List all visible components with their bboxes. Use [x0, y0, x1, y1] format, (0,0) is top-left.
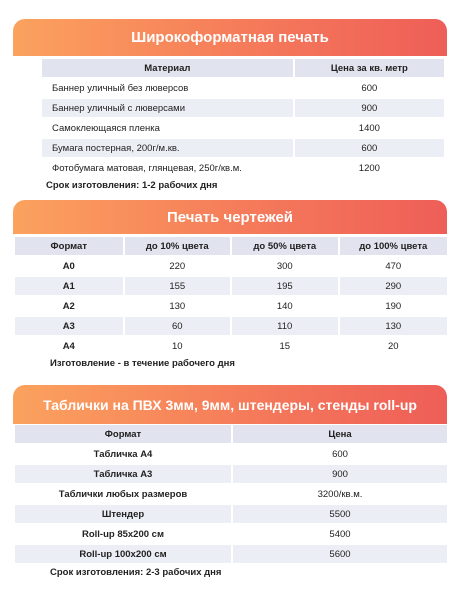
price-cell: 10 — [125, 337, 230, 355]
column-header: Формат — [15, 237, 123, 255]
format-cell: Таблички любых размеров — [15, 485, 231, 503]
price-cell: 600 — [295, 139, 444, 157]
column-header: Цена — [233, 425, 447, 443]
table-row — [42, 159, 444, 177]
price-cell: 130 — [340, 317, 448, 335]
price-cell: 5600 — [233, 545, 447, 563]
section-banner-wide-format — [13, 19, 447, 56]
table-row — [15, 257, 447, 275]
price-cell: 220 — [125, 257, 230, 275]
table-header-row — [15, 237, 447, 255]
format-cell: А2 — [15, 297, 123, 315]
format-cell: Штендер — [15, 505, 231, 523]
price-cell: 195 — [232, 277, 337, 295]
column-header: до 100% цвета — [340, 237, 448, 255]
table-row — [15, 525, 447, 543]
price-cell: 600 — [233, 445, 447, 463]
price-cell: 15 — [232, 337, 337, 355]
section-title: Таблички на ПВХ 3мм, 9мм, штендеры, стенды roll-up — [43, 396, 417, 413]
format-cell: А1 — [15, 277, 123, 295]
price-cell: 190 — [340, 297, 448, 315]
column-header: до 50% цвета — [232, 237, 337, 255]
format-cell: А0 — [15, 257, 123, 275]
price-cell: 1400 — [295, 119, 444, 137]
table-row — [15, 337, 447, 355]
table-header-row — [42, 59, 444, 77]
price-cell: 300 — [232, 257, 337, 275]
price-cell: 140 — [232, 297, 337, 315]
format-cell: Roll-up 85х200 см — [15, 525, 231, 543]
production-time-note: Срок изготовления: 1-2 рабочих дня — [46, 180, 218, 191]
table-row — [42, 119, 444, 137]
table-row — [15, 465, 447, 483]
price-cell: 155 — [125, 277, 230, 295]
table-row — [15, 445, 447, 463]
section-banner-drawings — [13, 200, 447, 234]
material-cell: Бумага постерная, 200г/м.кв. — [42, 139, 293, 157]
table-row — [42, 139, 444, 157]
table-row — [15, 297, 447, 315]
price-cell: 5400 — [233, 525, 447, 543]
material-cell: Самоклеющаяся пленка — [42, 119, 293, 137]
price-cell: 20 — [340, 337, 448, 355]
price-table-wide-format — [40, 57, 446, 179]
production-time-note: Срок изготовления: 2-3 рабочих дня — [50, 567, 222, 578]
material-cell: Баннер уличный с люверсами — [42, 99, 293, 117]
table-row — [15, 277, 447, 295]
price-cell: 290 — [340, 277, 448, 295]
price-cell: 60 — [125, 317, 230, 335]
section-title: Широкоформатная печать — [131, 29, 329, 46]
column-header: Цена за кв. метр — [295, 59, 444, 77]
section-banner-pvc-signs — [13, 385, 447, 424]
column-header: до 10% цвета — [125, 237, 230, 255]
price-cell: 5500 — [233, 505, 447, 523]
price-cell: 1200 — [295, 159, 444, 177]
price-table-pvc-signs — [13, 423, 449, 565]
table-row — [15, 317, 447, 335]
format-cell: А3 — [15, 317, 123, 335]
table-row — [42, 99, 444, 117]
price-table-drawings — [13, 235, 449, 357]
production-time-note: Изготовление - в течение рабочего дня — [50, 358, 235, 369]
price-cell: 900 — [233, 465, 447, 483]
table-row — [15, 505, 447, 523]
material-cell: Фотобумага матовая, глянцевая, 250г/кв.м. — [42, 159, 293, 177]
material-cell: Баннер уличный без люверсов — [42, 79, 293, 97]
format-cell: Табличка А4 — [15, 445, 231, 463]
price-cell: 900 — [295, 99, 444, 117]
column-header: Материал — [42, 59, 293, 77]
price-cell: 600 — [295, 79, 444, 97]
column-header: Формат — [15, 425, 231, 443]
format-cell: Roll-up 100х200 см — [15, 545, 231, 563]
table-row — [42, 79, 444, 97]
section-title: Печать чертежей — [166, 208, 294, 226]
table-row — [15, 545, 447, 563]
price-cell: 130 — [125, 297, 230, 315]
table-header-row — [15, 425, 447, 443]
price-cell: 470 — [340, 257, 448, 275]
price-cell: 110 — [232, 317, 337, 335]
format-cell: Табличка А3 — [15, 465, 231, 483]
table-row — [15, 485, 447, 503]
format-cell: А4 — [15, 337, 123, 355]
price-cell: 3200/кв.м. — [233, 485, 447, 503]
